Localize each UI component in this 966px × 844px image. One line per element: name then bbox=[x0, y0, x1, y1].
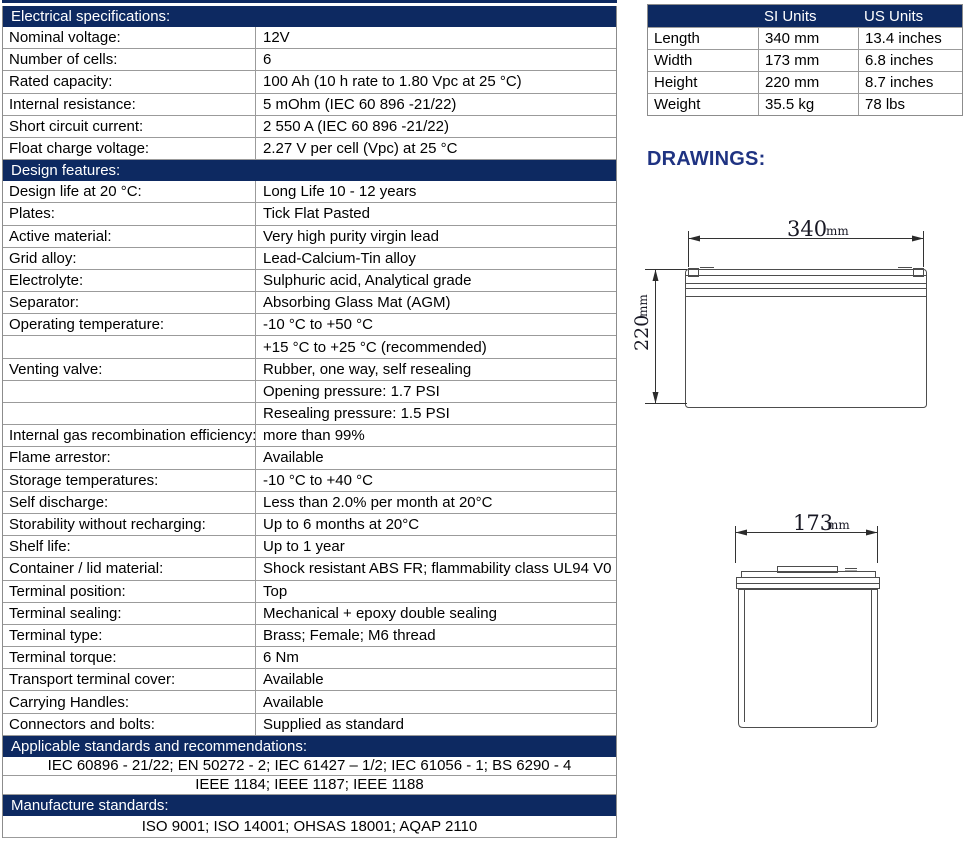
spec-row bbox=[3, 248, 616, 270]
dimensions-col-header: US Units bbox=[864, 7, 924, 25]
spec-label: Storage temperatures: bbox=[3, 470, 256, 491]
spec-label: Terminal sealing: bbox=[3, 603, 256, 624]
spec-row bbox=[3, 336, 616, 358]
dimensions-cell: 220 mm bbox=[758, 72, 858, 93]
spec-value: Up to 1 year bbox=[263, 538, 345, 556]
dimensions-cell: 6.8 inches bbox=[858, 50, 962, 71]
front-width-value: 340 bbox=[787, 217, 828, 241]
spec-value: Up to 6 months at 20°C bbox=[263, 516, 420, 534]
spec-row bbox=[3, 71, 616, 93]
spec-value: Shock resistant ABS FR; flammability class UL94 V0 bbox=[263, 560, 612, 578]
spec-value: +15 °C to +25 °C (recommended) bbox=[263, 338, 487, 356]
spec-table bbox=[2, 0, 617, 838]
dimensions-table bbox=[647, 4, 963, 116]
dimensions-row bbox=[648, 93, 962, 115]
spec-value: Lead-Calcium-Tin alloy bbox=[263, 249, 416, 267]
spec-value: 5 mOhm (IEC 60 896 -21/22) bbox=[263, 95, 457, 113]
spec-value: Brass; Female; M6 thread bbox=[263, 626, 436, 644]
spec-label: Internal resistance: bbox=[3, 94, 256, 115]
spec-section-header: Manufacture standards: bbox=[3, 795, 616, 816]
spec-row bbox=[3, 647, 616, 669]
spec-label: Transport terminal cover: bbox=[3, 669, 256, 690]
spec-row bbox=[3, 581, 616, 603]
spec-value: 6 bbox=[263, 51, 272, 69]
spec-row bbox=[3, 49, 616, 71]
dimensions-cell: 35.5 kg bbox=[758, 94, 858, 115]
spec-label: Connectors and bolts: bbox=[3, 714, 256, 735]
spec-value: 100 Ah (10 h rate to 1.80 Vpc at 25 °C) bbox=[263, 73, 522, 91]
spec-value: Opening pressure: 1.7 PSI bbox=[263, 382, 440, 400]
drawings-title: DRAWINGS: bbox=[647, 148, 766, 170]
spec-row bbox=[3, 27, 616, 49]
front-width-unit: mm bbox=[826, 224, 849, 238]
side-width-value: 173 bbox=[793, 511, 834, 535]
spec-value: Very high purity virgin lead bbox=[263, 227, 439, 245]
spec-value: Mechanical + epoxy double sealing bbox=[263, 604, 497, 622]
spec-row bbox=[3, 94, 616, 116]
spec-value: Available bbox=[263, 449, 324, 467]
spec-value: Long Life 10 - 12 years bbox=[263, 183, 417, 201]
spec-label bbox=[3, 381, 256, 402]
dimensions-col-header bbox=[648, 5, 758, 27]
spec-label: Shelf life: bbox=[3, 536, 256, 557]
spec-value: Less than 2.0% per month at 20°C bbox=[263, 493, 493, 511]
spec-row bbox=[3, 714, 616, 736]
spec-label bbox=[3, 403, 256, 424]
spec-row bbox=[3, 270, 616, 292]
spec-row bbox=[3, 116, 616, 138]
spec-value: 6 Nm bbox=[263, 649, 299, 667]
spec-label: Design life at 20 °C: bbox=[3, 181, 256, 202]
spec-label: Rated capacity: bbox=[3, 71, 256, 92]
spec-table-body bbox=[2, 6, 617, 838]
spec-label: Electrolyte: bbox=[3, 270, 256, 291]
side-width-unit: mm bbox=[827, 518, 850, 532]
front-view-width-dimension bbox=[689, 217, 924, 267]
spec-row bbox=[3, 314, 616, 336]
spec-row bbox=[3, 138, 616, 160]
dimensions-cell: 340 mm bbox=[758, 28, 858, 49]
spec-label: Venting valve: bbox=[3, 359, 256, 380]
dimensions-row bbox=[648, 27, 962, 49]
spec-value: Available bbox=[263, 693, 324, 711]
spec-row bbox=[3, 447, 616, 469]
spec-row bbox=[3, 514, 616, 536]
spec-row bbox=[3, 536, 616, 558]
spec-row bbox=[3, 425, 616, 447]
spec-section-header: Design features: bbox=[3, 160, 616, 181]
spec-row bbox=[3, 492, 616, 514]
spec-row bbox=[3, 292, 616, 314]
spec-row bbox=[3, 226, 616, 248]
spec-label: Operating temperature: bbox=[3, 314, 256, 335]
dimensions-header-row bbox=[648, 5, 962, 27]
spec-label: Storability without recharging: bbox=[3, 514, 256, 535]
spec-value: Supplied as standard bbox=[263, 715, 404, 733]
spec-value: Rubber, one way, self resealing bbox=[263, 360, 472, 378]
dimensions-row bbox=[648, 71, 962, 93]
spec-label: Active material: bbox=[3, 226, 256, 247]
spec-value: Available bbox=[263, 671, 324, 689]
spec-label: Number of cells: bbox=[3, 49, 256, 70]
dimensions-cell: Weight bbox=[654, 96, 701, 113]
spec-row bbox=[3, 603, 616, 625]
front-view-height-dimension bbox=[631, 270, 687, 404]
spec-value: -10 °C to +40 °C bbox=[263, 471, 373, 489]
battery-side-view-drawing bbox=[690, 480, 966, 740]
spec-section-header: Applicable standards and recommendations: bbox=[3, 736, 616, 757]
side-view-width-dimension bbox=[736, 511, 878, 563]
table-top-border bbox=[2, 0, 617, 3]
spec-centered-line: IEC 60896 - 21/22; EN 50272 - 2; IEC 61427 – 1/2; IEC 61056 - 1; BS 6290 - 4 bbox=[3, 757, 616, 776]
spec-label: Nominal voltage: bbox=[3, 27, 256, 48]
front-height-unit: mm bbox=[636, 294, 650, 317]
spec-value: Resealing pressure: 1.5 PSI bbox=[263, 405, 450, 423]
spec-label: Flame arrestor: bbox=[3, 447, 256, 468]
spec-label: Float charge voltage: bbox=[3, 138, 256, 159]
spec-row bbox=[3, 558, 616, 580]
dimensions-cell: 8.7 inches bbox=[858, 72, 962, 93]
dimensions-cell: 13.4 inches bbox=[858, 28, 962, 49]
spec-row bbox=[3, 625, 616, 647]
spec-value: more than 99% bbox=[263, 427, 365, 445]
dimensions-cell: 78 lbs bbox=[858, 94, 962, 115]
spec-value: 12V bbox=[263, 29, 290, 47]
dimensions-cell: Width bbox=[654, 52, 693, 69]
spec-row bbox=[3, 359, 616, 381]
spec-label bbox=[3, 336, 256, 357]
spec-label: Terminal torque: bbox=[3, 647, 256, 668]
spec-label: Separator: bbox=[3, 292, 256, 313]
dimensions-cell: Height bbox=[654, 74, 698, 91]
dimensions-cell: Length bbox=[654, 30, 700, 47]
spec-value: 2 550 A (IEC 60 896 -21/22) bbox=[263, 117, 449, 135]
spec-row bbox=[3, 403, 616, 425]
spec-value: 2.27 V per cell (Vpc) at 25 °C bbox=[263, 140, 458, 158]
spec-row bbox=[3, 669, 616, 691]
spec-value: Tick Flat Pasted bbox=[263, 205, 370, 223]
spec-row bbox=[3, 181, 616, 203]
front-view-battery-outline bbox=[686, 268, 927, 408]
spec-section-header: Electrical specifications: bbox=[3, 6, 616, 27]
spec-label: Short circuit current: bbox=[3, 116, 256, 137]
spec-label: Internal gas recombination efficiency: bbox=[3, 425, 256, 446]
dimensions-row bbox=[648, 49, 962, 71]
spec-row bbox=[3, 203, 616, 225]
spec-value: Sulphuric acid, Analytical grade bbox=[263, 271, 472, 289]
spec-centered-line: IEEE 1184; IEEE 1187; IEEE 1188 bbox=[3, 776, 616, 795]
spec-value: -10 °C to +50 °C bbox=[263, 316, 373, 334]
spec-centered-line: ISO 9001; ISO 14001; OHSAS 18001; AQAP 2110 bbox=[3, 816, 616, 838]
spec-row bbox=[3, 470, 616, 492]
spec-label: Plates: bbox=[3, 203, 256, 224]
battery-front-view-drawing bbox=[630, 205, 966, 420]
spec-value: Top bbox=[263, 582, 288, 600]
side-view-battery-outline bbox=[737, 567, 880, 728]
spec-label: Terminal type: bbox=[3, 625, 256, 646]
dimensions-cell: 173 mm bbox=[758, 50, 858, 71]
spec-row bbox=[3, 691, 616, 713]
front-height-value: 220 bbox=[631, 314, 653, 351]
spec-label: Self discharge: bbox=[3, 492, 256, 513]
spec-label: Container / lid material: bbox=[3, 558, 256, 579]
spec-label: Grid alloy: bbox=[3, 248, 256, 269]
spec-label: Carrying Handles: bbox=[3, 691, 256, 712]
spec-label: Terminal position: bbox=[3, 581, 256, 602]
dimensions-col-header: SI Units bbox=[764, 7, 817, 25]
spec-value: Absorbing Glass Mat (AGM) bbox=[263, 294, 451, 312]
spec-row bbox=[3, 381, 616, 403]
